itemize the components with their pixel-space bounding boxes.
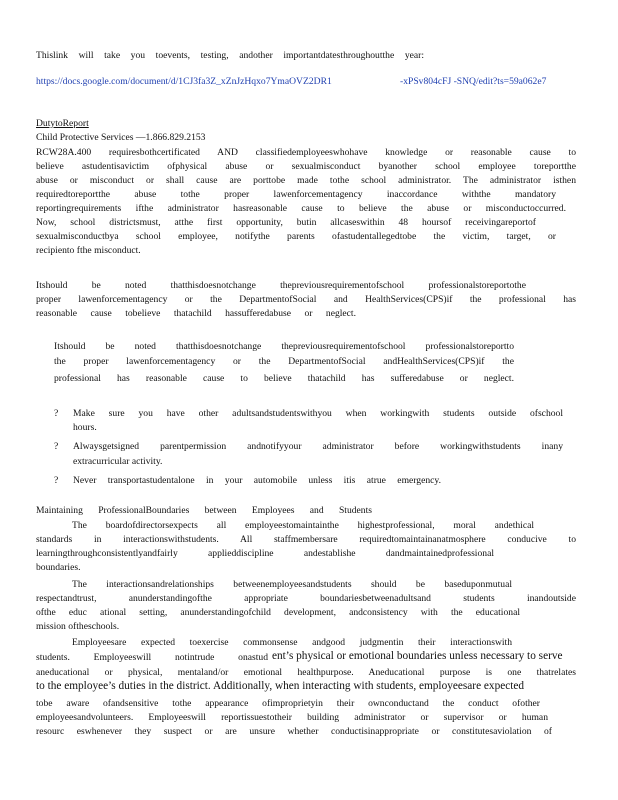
duty-line: Now, school districtsmust, atthe first opportunity, butin allcaseswithin 48 hoursof receivingareportof <box>36 217 536 228</box>
duty-line: abuse or misconduct or shall cause are porttobe made tothe school administrator. The administrator isthen <box>36 175 576 186</box>
boundaries-line: mission oftheschools. <box>36 621 120 632</box>
bullet-text: Alwaysgetsigned parentpermission andnotifyyour administrator before workingwithstudents inany <box>73 441 563 452</box>
noted-indented-line: the proper lawenforcementagency or the DepartmentofSocial andHealthServices(CPS)if the <box>54 356 514 367</box>
noted-indented-line: professional has reasonable cause to believe thatachild has sufferedabuse or neglect. <box>54 373 514 384</box>
intro-text: Thislink will take you toevents, testing, andother importantdatesthroughoutthe year: <box>36 50 424 61</box>
duty-line: believe astudentisavictim ofphysical abuse or sexualmisconduct byanother school employee toreportthe <box>36 161 576 172</box>
boundaries-line: ofthe educ ational setting, anunderstandingofchild development, andconsistency with the educational <box>36 607 520 618</box>
bullet-text: Make sure you have other adultsandstudentswithyou when workingwith students outside ofschool <box>73 408 563 419</box>
bullet-text: extracurricular activity. <box>73 456 163 467</box>
schedule-link-part1[interactable]: https://docs.google.com/document/d/1CJ3fa3Z_xZnJzHqxo7YmaOVZ2DR1 <box>36 76 332 87</box>
noted-line: proper lawenforcementagency or the DepartmentofSocial and HealthServices(CPS)if the professional has <box>36 294 576 305</box>
list-item <box>54 407 564 435</box>
boundaries-line: students. Employeeswill notintrude onastud <box>36 652 268 663</box>
boundaries-line: ent’s physical or emotional boundaries unless necessary to serve <box>272 650 563 662</box>
duty-line: recipiento fthe misconduct. <box>36 245 141 256</box>
noted-indented-line: Itshould be noted thatthisdoesnotchange thepreviousrequirementofschool professionalstoreportto <box>54 341 514 352</box>
boundaries-line: Employeesare expected toexercise commonsense andgood judgmentin their interactionswith <box>72 637 512 648</box>
schedule-link-part2[interactable]: -xPSv804cFJ -SNQ/edit?ts=59a062e7 <box>400 76 547 87</box>
noted-line: reasonable cause tobelieve thatachild hassufferedabuse or neglect. <box>36 308 356 319</box>
noted-line: Itshould be noted thatthisdoesnotchange thepreviousrequirementofschool professionalstoreportothe <box>36 280 526 291</box>
boundaries-line: aneducational or physical, mentaland/or emotional healthpurpose. Aneducational purpose is one thatrelates <box>36 667 576 678</box>
bullet-glyph: ? <box>54 408 59 419</box>
list-item <box>54 440 564 468</box>
duty-heading: DutytoReport <box>36 118 89 129</box>
boundaries-line: The boardofdirectorsexpects all employeestomaintainthe highestprofessional, moral andethical <box>72 520 534 531</box>
boundaries-line: boundaries. <box>36 562 81 573</box>
bullet-glyph: ? <box>54 441 59 452</box>
boundaries-line: tobe aware ofandsensitive tothe appearance ofimproprietyin their ownconductand the conduct ofother <box>36 698 540 709</box>
boundaries-line: learningthroughconsistentlyandfairly applieddiscipline andestablishe dandmaintainedprofessional <box>36 548 494 559</box>
duty-line: requiredtoreportthe abuse tothe proper lawenforcementagency inaccordance withthe mandatory <box>36 189 556 200</box>
boundaries-line: standards in interactionswithstudents. All staffmembersare requiredtomaintainanatmosphere conducive to <box>36 534 576 545</box>
boundaries-line: The interactionsandrelationships betweenemployeesandstudents should be baseduponmutual <box>72 579 512 590</box>
duty-line: sexualmisconductbya school employee, notifythe parents ofastudentallegedtobe the victim, target, or <box>36 231 556 242</box>
boundaries-line: to the employee’s duties in the district. Additionally, when interacting with students, employeesare expected <box>36 680 525 692</box>
boundaries-line: respectandtrust, anunderstandingofthe appropriate boundariesbetweenadultsand students inandoutside <box>36 593 576 604</box>
duty-line: RCW28A.400 requiresbothcertificated AND classifiedemployeeswhohave knowledge or reasonable cause to <box>36 147 576 158</box>
bullet-text: Never transportastudentalone in your automobile unless itis atrue emergency. <box>73 475 441 486</box>
bullet-glyph: ? <box>54 475 59 486</box>
bullet-text: hours. <box>73 422 97 433</box>
cps-hotline: Child Protective Services —1.866.829.2153 <box>36 132 206 143</box>
duty-line: reportingrequirements ifthe administrator hasreasonable cause to believe the abuse or misconductoccurred. <box>36 203 566 214</box>
boundaries-line: resourc eswhenever they suspect or are unsure whether conductisinappropriate or constitutesaviolation of <box>36 726 552 737</box>
boundaries-heading: Maintaining ProfessionalBoundaries between Employees and Students <box>36 505 372 516</box>
list-item <box>54 474 564 488</box>
boundaries-line: employeesandvolunteers. Employeeswill reportissuestotheir building administrator or supervisor or human <box>36 712 548 723</box>
